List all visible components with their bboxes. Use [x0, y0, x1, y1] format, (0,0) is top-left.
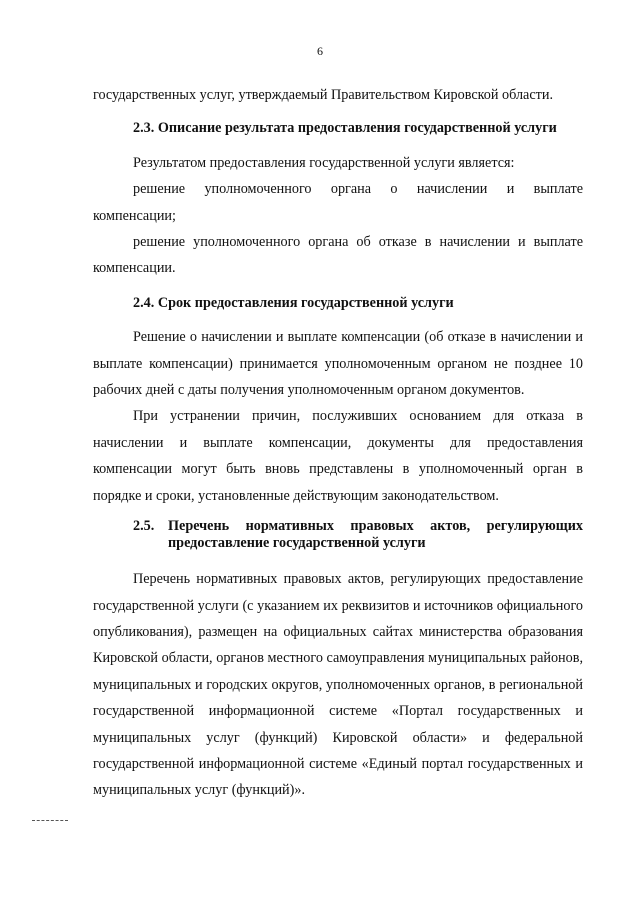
- section-2-4-paragraph-2: При устранении причин, послуживших основанием для отказа в начислении и выплате компенсации, документы для предоставления компенсации могут быть вновь представлены в уполномоченный орган в порядке и сроки, установленные действующим законодательством.: [93, 408, 583, 504]
- section-2-5-heading-line1: Перечень нормативных правовых актов, регулирующих: [168, 518, 583, 535]
- page-content: [93, 82, 583, 804]
- section-2-3-item2-line2: компенсации.: [93, 260, 176, 277]
- section-2-5-paragraph-1: Перечень нормативных правовых актов, регулирующих предоставление государственной услуги (с указанием их реквизитов и источников официального опубликования), размещен на официальных сайтах министерства образования Кировской области, органов местного самоуправления муниципальных районов, муниципальных и городских округов, уполномоченных органов, в региональной государственной информационной системе «Портал государственных и муниципальных услуг (функций) Кировской области» и федеральной государственной информационной системе «Единый портал государственных и муниципальных услуг (функций)».: [93, 571, 583, 799]
- section-2-5-heading-text: [168, 518, 583, 552]
- section-2-3-item2-line1: решение уполномоченного органа об отказе в начислении и выплате: [133, 234, 583, 251]
- section-2-3-lead: Результатом предоставления государственной услуги является:: [133, 154, 515, 171]
- section-2-5-number: 2.5.: [133, 518, 155, 535]
- page-number: 6: [317, 44, 323, 58]
- section-2-3-item1-line1: решение уполномоченного органа о начислении и выплате: [133, 181, 583, 198]
- intro-line: государственных услуг, утверждаемый Правительством Кировской области.: [93, 87, 553, 103]
- section-2-3-heading: 2.3. Описание результата предоставления государственной услуги: [133, 120, 557, 137]
- scan-artifact-mark: [32, 820, 68, 822]
- section-2-5-heading-line2: предоставление государственной услуги: [168, 535, 426, 552]
- section-2-3-item1-line2: компенсации;: [93, 207, 176, 224]
- section-2-4-heading: 2.4. Срок предоставления государственной услуги: [133, 294, 454, 311]
- section-2-5-heading: [93, 518, 583, 552]
- section-2-4-paragraph-1: Решение о начислении и выплате компенсации (об отказе в начислении и выплате компенсации) принимается уполномоченным органом не позднее 10 рабочих дней с даты получения уполномоченным органом документов.: [93, 329, 583, 399]
